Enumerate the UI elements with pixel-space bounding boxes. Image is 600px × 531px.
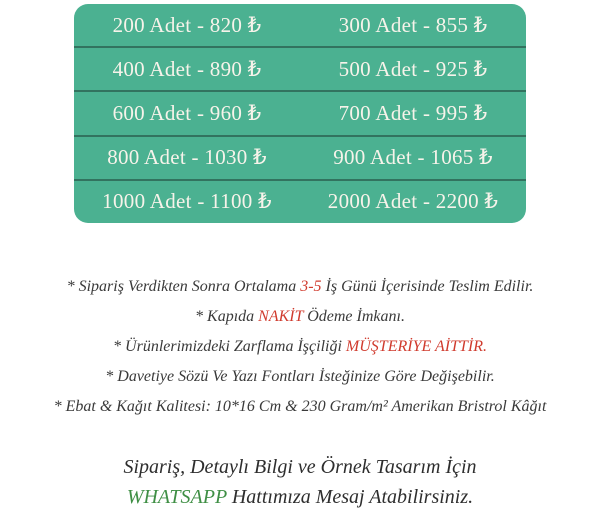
price-cell: 500 Adet - 925 ₺ <box>338 56 488 81</box>
price-row <box>74 135 526 179</box>
note-delivery <box>0 272 600 302</box>
price-cell: 400 Adet - 890 ₺ <box>112 56 262 81</box>
note-envelope <box>0 332 600 362</box>
note-fonts <box>0 362 600 392</box>
note-payment <box>0 302 600 332</box>
contact-section <box>0 452 600 512</box>
note-text: * Ürünlerimizdeki Zarflama İşçiliği <box>113 338 346 355</box>
note-text: * Kapıda <box>195 308 259 325</box>
contact-line-2-rest: Hattımıza Mesaj Atabilirsiniz. <box>226 486 474 508</box>
price-row <box>74 46 526 90</box>
contact-line-2 <box>0 482 600 512</box>
notes-section <box>0 272 600 422</box>
price-cell: 900 Adet - 1065 ₺ <box>333 145 493 170</box>
note-paper <box>0 392 600 422</box>
price-cell: 1000 Adet - 1100 ₺ <box>102 189 272 214</box>
price-cell: 800 Adet - 1030 ₺ <box>107 145 267 170</box>
price-cell: 600 Adet - 960 ₺ <box>112 101 262 125</box>
note-text: * Sipariş Verdikten Sonra Ortalama <box>66 278 301 295</box>
price-row <box>74 90 526 134</box>
price-cell: 300 Adet - 855 ₺ <box>338 12 488 37</box>
price-row <box>74 179 526 223</box>
price-row <box>74 4 526 46</box>
note-highlight: MÜŞTERİYE AİTTİR. <box>345 338 487 355</box>
contact-line-1: Sipariş, Detaylı Bilgi ve Örnek Tasarım İçin <box>123 456 477 478</box>
price-cell: 200 Adet - 820 ₺ <box>112 12 262 37</box>
note-highlight: NAKİT <box>258 308 304 325</box>
price-table <box>74 4 526 223</box>
note-text: * Davetiye Sözü Ve Yazı Fontları İsteğinize Göre Değişebilir. <box>105 368 495 385</box>
price-cell: 700 Adet - 995 ₺ <box>338 101 488 125</box>
whatsapp-label: WHATSAPP <box>126 486 227 508</box>
note-text: * Ebat & Kağıt Kalitesi: 10*16 Cm & 230 Gram/m² Amerikan Bristrol Kâğıt <box>53 398 547 415</box>
price-cell: 2000 Adet - 2200 ₺ <box>327 189 499 214</box>
note-text: İş Günü İçerisinde Teslim Edilir. <box>321 278 534 295</box>
note-highlight: 3-5 <box>300 278 322 295</box>
note-text: Ödeme İmkanı. <box>303 308 405 325</box>
